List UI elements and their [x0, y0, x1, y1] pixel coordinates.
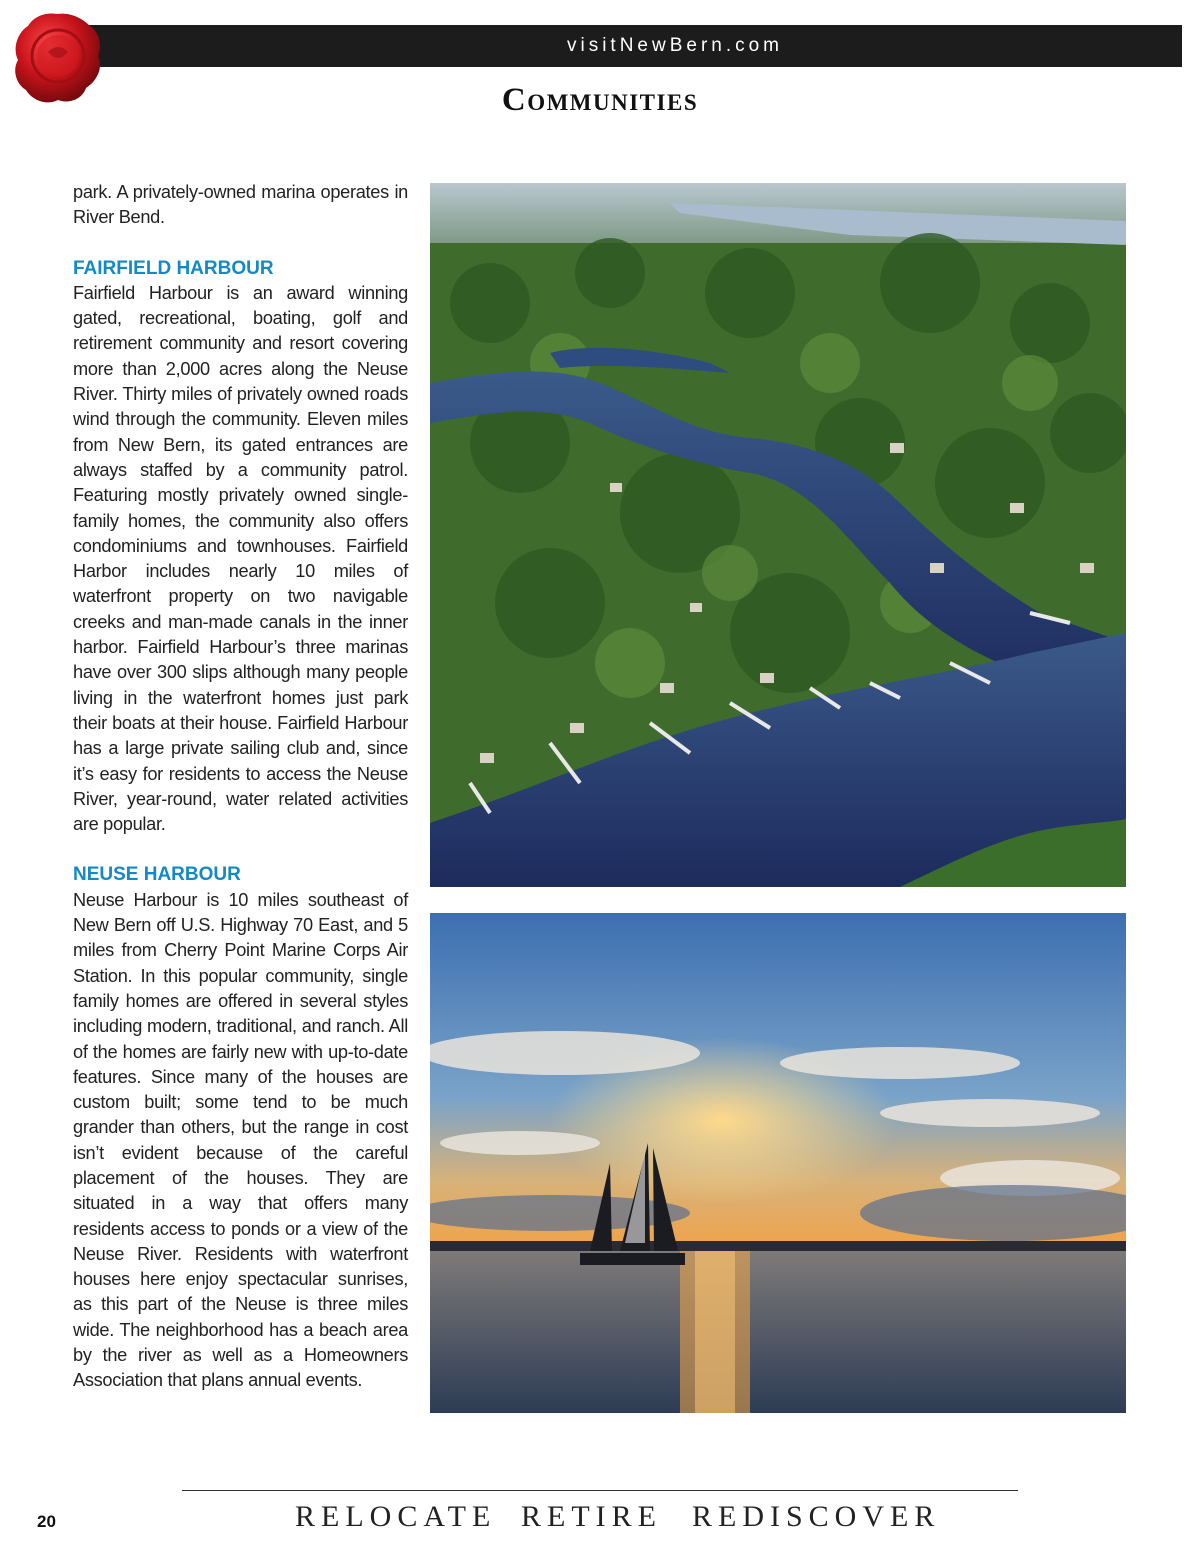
site-banner — [68, 25, 1182, 67]
footer-rule — [182, 1490, 1018, 1491]
article-column — [73, 180, 408, 1394]
page-number: 20 — [37, 1512, 56, 1531]
section-heading-neuse: NEUSE HARBOUR — [73, 864, 241, 886]
section-heading-fairfield: FAIRFIELD HARBOUR — [73, 257, 274, 279]
tagline-rediscover: REDISCOVER — [692, 1500, 941, 1533]
aerial-harbour-photo — [430, 183, 1126, 887]
page-title: Communities — [501, 82, 699, 118]
section-body-neuse: Neuse Harbour is 10 miles southeast of New Bern off U.S. Highway 70 East, and 5 miles from Cherry Point Marine Corps Air Station. In this popular community, single family homes are offered in several styles including modern, traditional, and ranch. All of the homes are fairly new with up-to-date features. Since many of the houses are custom built; some tend to be much grander than others, but the range in cost isn’t evident because of the careful placement of the houses. They are situated in a way that offers many residents access to ponds or a view of the Neuse River. Residents with waterfront houses here enjoy spectacular sunrises, as this part of the Neuse is three miles wide. The neighborhood has a beach area by the river as well as a Homeowners Association that plans annual events. — [73, 889, 408, 1391]
site-url[interactable]: visitNewBern.com — [566, 35, 784, 56]
tagline-retire: RETIRE — [521, 1500, 662, 1533]
intro-paragraph: park. A privately-owned marina operates in River Bend. — [73, 182, 408, 228]
sunset-sailboat-photo — [430, 913, 1126, 1413]
tagline-relocate: RELOCATE — [295, 1500, 497, 1533]
section-body-fairfield: Fairfield Harbour is an award winning gated, recreational, boating, golf and retirement community and resort covering more than 2,000 acres along the Neuse River. Thirty miles of privately owned roads wind through the community. Eleven miles from New Bern, its gated entrances are always staffed by a community patrol. Featuring mostly privately owned single-family homes, the community also offers condominiums and townhouses. Fairfield Harbor includes nearly 10 miles of waterfront property on two navigable creeks and man-made canals in the inner harbor. Fairfield Harbour’s three marinas have over 300 slips although many people living in the waterfront homes just park their boats at their house. Fairfield Harbour has a large private sailing club and, since it’s easy for residents to access the Neuse River, year-round, water related activities are popular. — [73, 282, 408, 835]
